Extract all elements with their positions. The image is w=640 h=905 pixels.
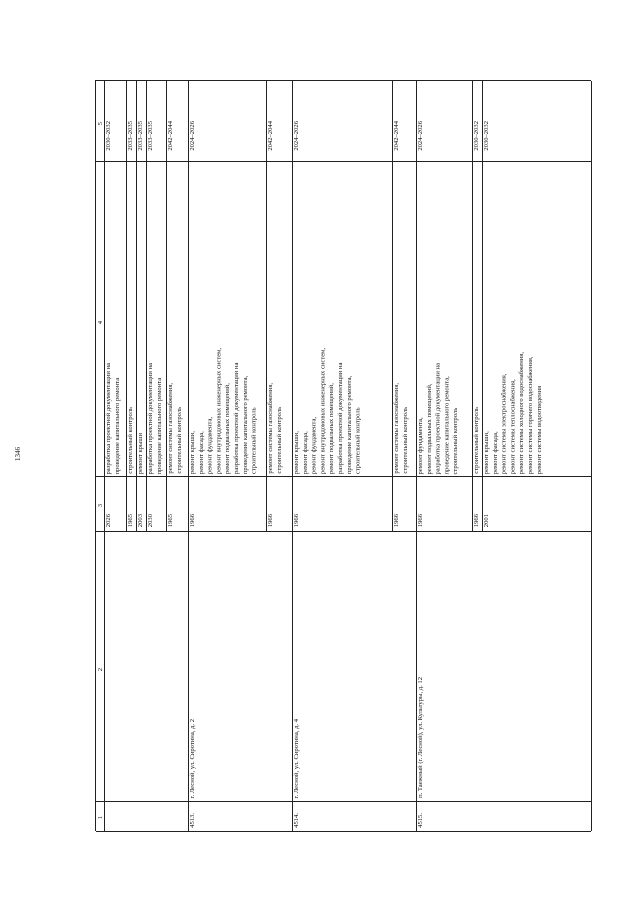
row-line-3 [166,81,167,531]
row-1-year: 1965 [127,513,134,527]
row-7-address: г. Лесной, ул. Сиротина, д. 4 [293,718,300,798]
row-9-address: п. Таежный (г. Лесной), ул. Культуры, д. 12 [417,677,424,798]
col-line-4-3 [96,476,591,477]
row-line-8 [416,81,417,831]
row-8-period: 2042–2044 [393,121,400,151]
row-4-work: ремонт системы газоснабжения, строительный контроль [167,383,183,474]
row-6-work: ремонт системы газоснабжения, строительный контроль [267,383,283,474]
row-line-9 [472,81,473,531]
col-line-3-2 [96,531,591,532]
row-11-year: 2001 [483,513,490,527]
row-10-work: строительный контроль [473,407,480,474]
row-2-period: 2033–2035 [137,121,144,151]
row-7-work: ремонт крыши, ремонт фасада, ремонт фундамента, ремонт внутридомовых инженерных систем, ремонт подвальных помещений, разработка проектной документации на проведение капитального ремонта, строительный контроль [293,347,362,474]
row-1-period: 2033–2035 [127,121,134,151]
row-4-year: 1965 [167,513,174,527]
row-8-year: 1966 [393,513,400,527]
row-line-header [104,81,105,831]
row-0-year: 2026 [105,513,112,527]
row-11-period: 2030–2032 [483,121,490,151]
col-line-2-1 [96,801,591,802]
row-11-work: ремонт крыши, ремонт фасада, ремонт системы электроснабжения, ремонт системы теплоснабжения, ремонт системы холодного водоснабжения, ремонт системы горячего водоснабжения, ремонт системы водоотведения [483,351,543,474]
row-line-1 [136,81,137,531]
row-4-period: 2042–2044 [167,121,174,151]
col-line-bottom [96,831,591,832]
row-0-period: 2030–2032 [105,121,112,151]
capital-repair-table [95,80,591,831]
row-line-7 [392,81,393,531]
row-3-year: 2030 [147,513,154,527]
row-5-num: 4513. [189,813,196,828]
row-10-period: 2030–2032 [473,121,480,151]
row-2-year: 2003 [137,513,144,527]
row-line-4 [188,81,189,831]
row-3-period: 2033–2035 [147,121,154,151]
row-5-work: ремонт крыши, ремонт фасада, ремонт фундамента, ремонт внутридомовых инженерных систем, ремонт подвальных помещений, разработка проектной документации на проведение капитального ремонта, строительный контроль [189,347,258,474]
row-9-year: 1966 [417,513,424,527]
row-9-work: ремонт фундамента, ремонт подвальных помещений, разработка проектной документации на проведение капитального ремонта, строительный контроль [417,362,460,474]
row-line-6 [292,81,293,831]
row-5-year: 1966 [189,513,196,527]
row-2-work: ремонт крыши [137,432,144,474]
row-5-period: 2024–2026 [189,121,196,151]
row-line-right [591,81,592,831]
row-line-5 [266,81,267,531]
row-line-2 [146,81,147,531]
row-line-10 [482,81,483,531]
row-7-num: 4514. [293,813,300,828]
row-line-0 [126,81,127,531]
row-6-period: 2042–2044 [267,121,274,151]
row-0-work: разработка проектной документации на проведение капитального ремонта [105,362,121,474]
col-line-5-4 [96,161,591,162]
row-1-work: строительный контроль [127,407,134,474]
row-9-num: 4515. [417,813,424,828]
row-6-year: 1966 [267,513,274,527]
header-col-4: 4 [97,320,104,324]
row-10-year: 1966 [473,513,480,527]
row-8-work: ремонт системы газоснабжения, строительный контроль [393,383,409,474]
header-col-5: 5 [97,121,104,125]
page-number: 1346 [14,447,22,461]
row-7-period: 2024–2026 [293,121,300,151]
header-col-2: 2 [97,667,104,671]
row-5-address: г. Лесной, ул. Сиротина, д. 2 [189,718,196,798]
row-9-period: 2024–2026 [417,121,424,151]
row-7-year: 1966 [293,513,300,527]
row-3-work: разработка проектной документации на проведение капитального ремонта [147,362,163,474]
header-col-1: 1 [97,815,104,819]
header-col-3: 3 [97,503,104,507]
